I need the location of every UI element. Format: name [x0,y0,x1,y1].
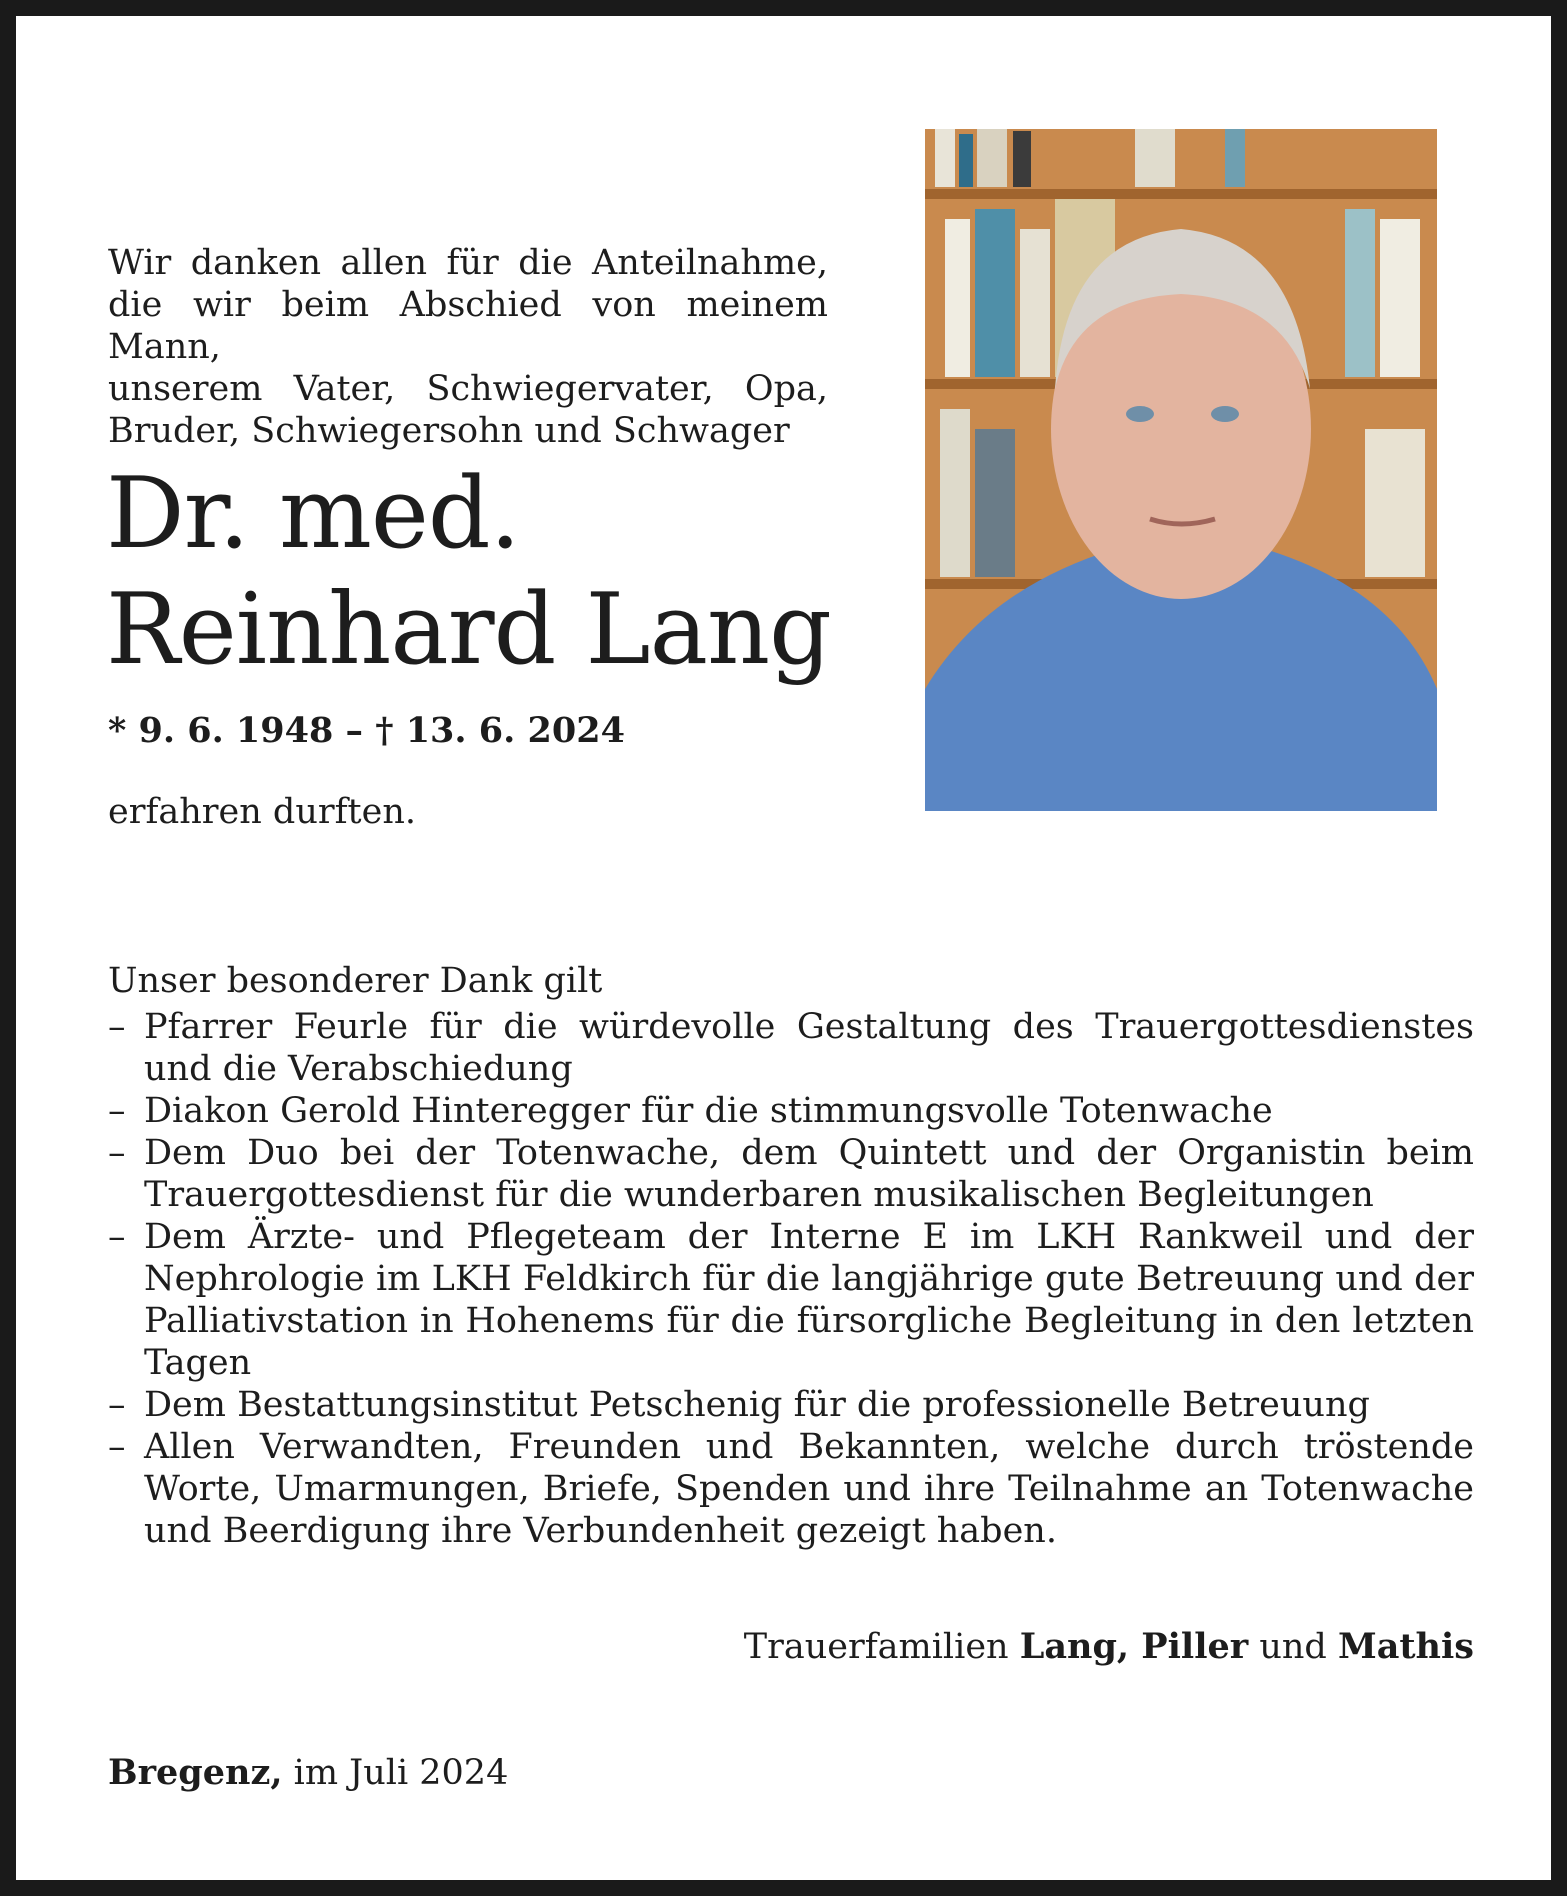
name-title: Dr. med. [106,457,520,571]
signature-and: und [1248,1627,1338,1667]
life-dates: * 9. 6. 1948 – † 13. 6. 2024 [108,710,625,751]
item-text: Diakon Gerold Hinteregger für die stimmungsvolle Totenwache [144,1091,1273,1131]
list-item [108,1426,1474,1552]
signature [744,1626,1474,1667]
deceased-name [106,456,831,688]
signature-prefix: Trauerfamilien [743,1627,1020,1667]
portrait-photo [925,129,1437,811]
obituary-card [16,16,1551,1880]
intro-line: die wir beim Abschied von meinem Mann, [108,285,828,367]
intro-text [108,242,828,452]
item-text: Allen Verwandten, Freunden und Bekannten, welche durch tröstende Worte, Umarmungen, Briefe, Spenden und ihre Teilnahme an Totenwache und Beerdigung ihre Verbundenheit gezeigt haben. [144,1427,1474,1551]
list-item [108,1384,1474,1426]
item-text: Dem Ärzte- und Pflegeteam der Interne E im LKH Rankweil und der Nephrologie im LKH Feldkirch für die langjährige gute Betreuung und der Palliativstation in Hohenems für die fürsorgliche Begleitung in den letzten Tagen [144,1217,1474,1383]
intro-line: Wir danken allen für die Anteilnahme, [108,243,828,283]
item-text: Pfarrer Feurle für die würdevolle Gestaltung des Trauergottesdienstes und die Verabschiedung [144,1007,1474,1089]
family-name: Mathis [1337,1626,1474,1667]
name-full: Reinhard Lang [106,573,831,687]
date: im Juli 2024 [282,1753,509,1793]
intro-end: erfahren durften. [108,792,416,832]
thanks-heading: Unser besonderer Dank gilt [108,961,603,1001]
intro-line: unserem Vater, Schwiegervater, Opa, [108,369,828,409]
dash: – [108,1217,126,1257]
family-names: Lang, Piller [1019,1626,1249,1667]
dash: – [108,1427,126,1467]
list-item [108,1132,1474,1216]
dash: – [108,1007,126,1047]
item-text: Dem Duo bei der Totenwache, dem Quintett und der Organistin beim Trauergottesdienst für die wunderbaren musikalischen Begleitungen [144,1133,1474,1215]
list-item [108,1006,1474,1090]
thanks-list [108,1006,1474,1552]
list-item [108,1216,1474,1384]
place-date [108,1752,508,1793]
dash: – [108,1385,126,1425]
list-item [108,1090,1474,1132]
city: Bregenz, [108,1752,283,1793]
intro-line: Bruder, Schwiegersohn und Schwager [108,411,790,451]
dash: – [108,1091,126,1131]
dash: – [108,1133,126,1173]
item-text: Dem Bestattungsinstitut Petschenig für die professionelle Betreuung [144,1385,1370,1425]
